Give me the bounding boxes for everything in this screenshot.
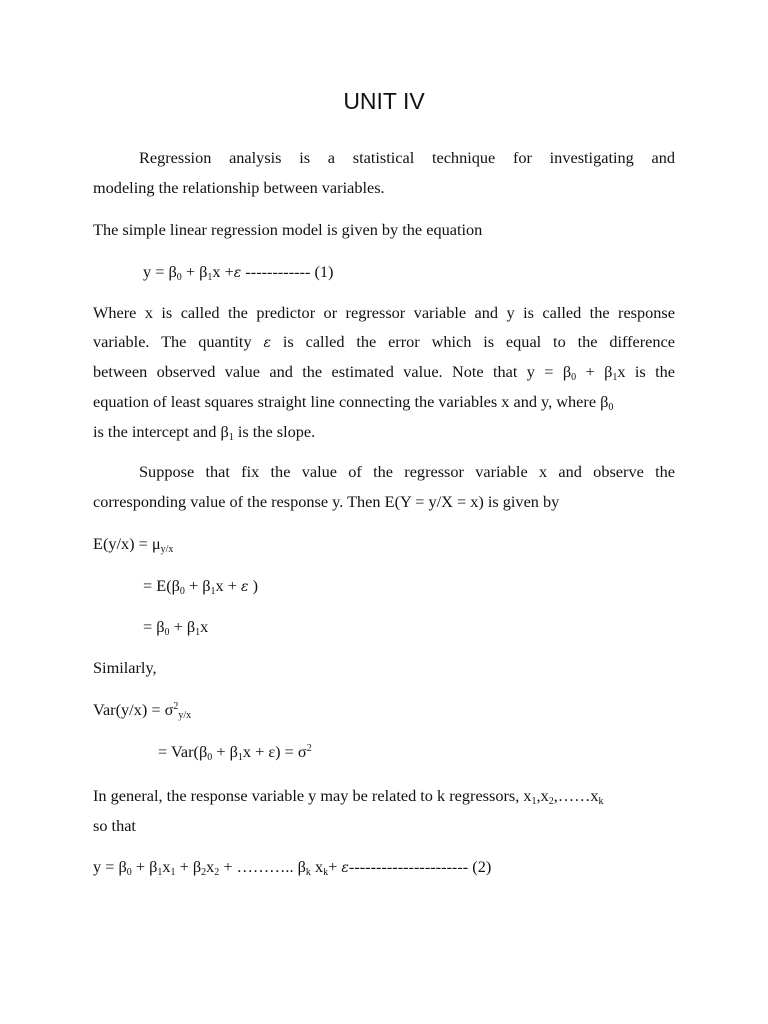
para3-line1: Where x is called the predictor or regressor variable and y is called the response [93, 303, 675, 322]
para3-line5: is the intercept and $\beta_1$ is the slope. [93, 422, 316, 443]
similarly-text: Similarly, [93, 658, 157, 677]
para1-line2: modeling the relationship between variables. [93, 178, 385, 197]
variance-line2: = $Var(\beta_0 + \beta_1x + \varepsilon) = \sigma^2$ [158, 742, 312, 763]
para3-line3: between observed value and the estimated value. Note that $y = \beta_0 + \beta_1x$ is the [93, 362, 676, 383]
expectation-line1: $E(y/x) = \mu_{y/x}$ [93, 534, 174, 555]
para1-line1: Regression analysis is a statistical technique for investigating and [139, 148, 675, 167]
para3-line2: variable. The quantity ε is called the error which is equal to the difference [93, 332, 676, 351]
model-intro-text: The simple linear regression model is given by the equation [93, 220, 483, 239]
equation-2: $y = \beta_0 + \beta_1x_1 + \beta_2x_2$ + ……….. $\beta_k$ $x_k+ \varepsilon----------------------$ (2) [93, 857, 492, 878]
expectation-line3: = $\beta_0 + \beta_1x$ [143, 617, 209, 638]
para5-line2: so that [93, 816, 136, 835]
para4-line2: corresponding value of the response y. Then E(Y = y/X = x) is given by [93, 492, 560, 511]
equation-1: $y = \beta_0 + \beta_1x +\varepsilon$ ------------ (1) [143, 262, 334, 283]
para5-line1: In general, the response variable y may be related to k regressors, $x_1,x_2,\dots\dots x_k$ [93, 786, 604, 807]
variance-line1: $Var(y/x) = \sigma^2_{y/x}$ [93, 700, 192, 721]
para4-line1: Suppose that fix the value of the regressor variable x and observe the [139, 462, 675, 481]
expectation-line2: = $E(\beta_0 + \beta_1x + \varepsilon$ ) [143, 576, 258, 597]
para3-line4: equation of least squares straight line connecting the variables x and y, where $\beta_0$ [93, 392, 614, 413]
page-title: UNIT IV [343, 88, 425, 114]
